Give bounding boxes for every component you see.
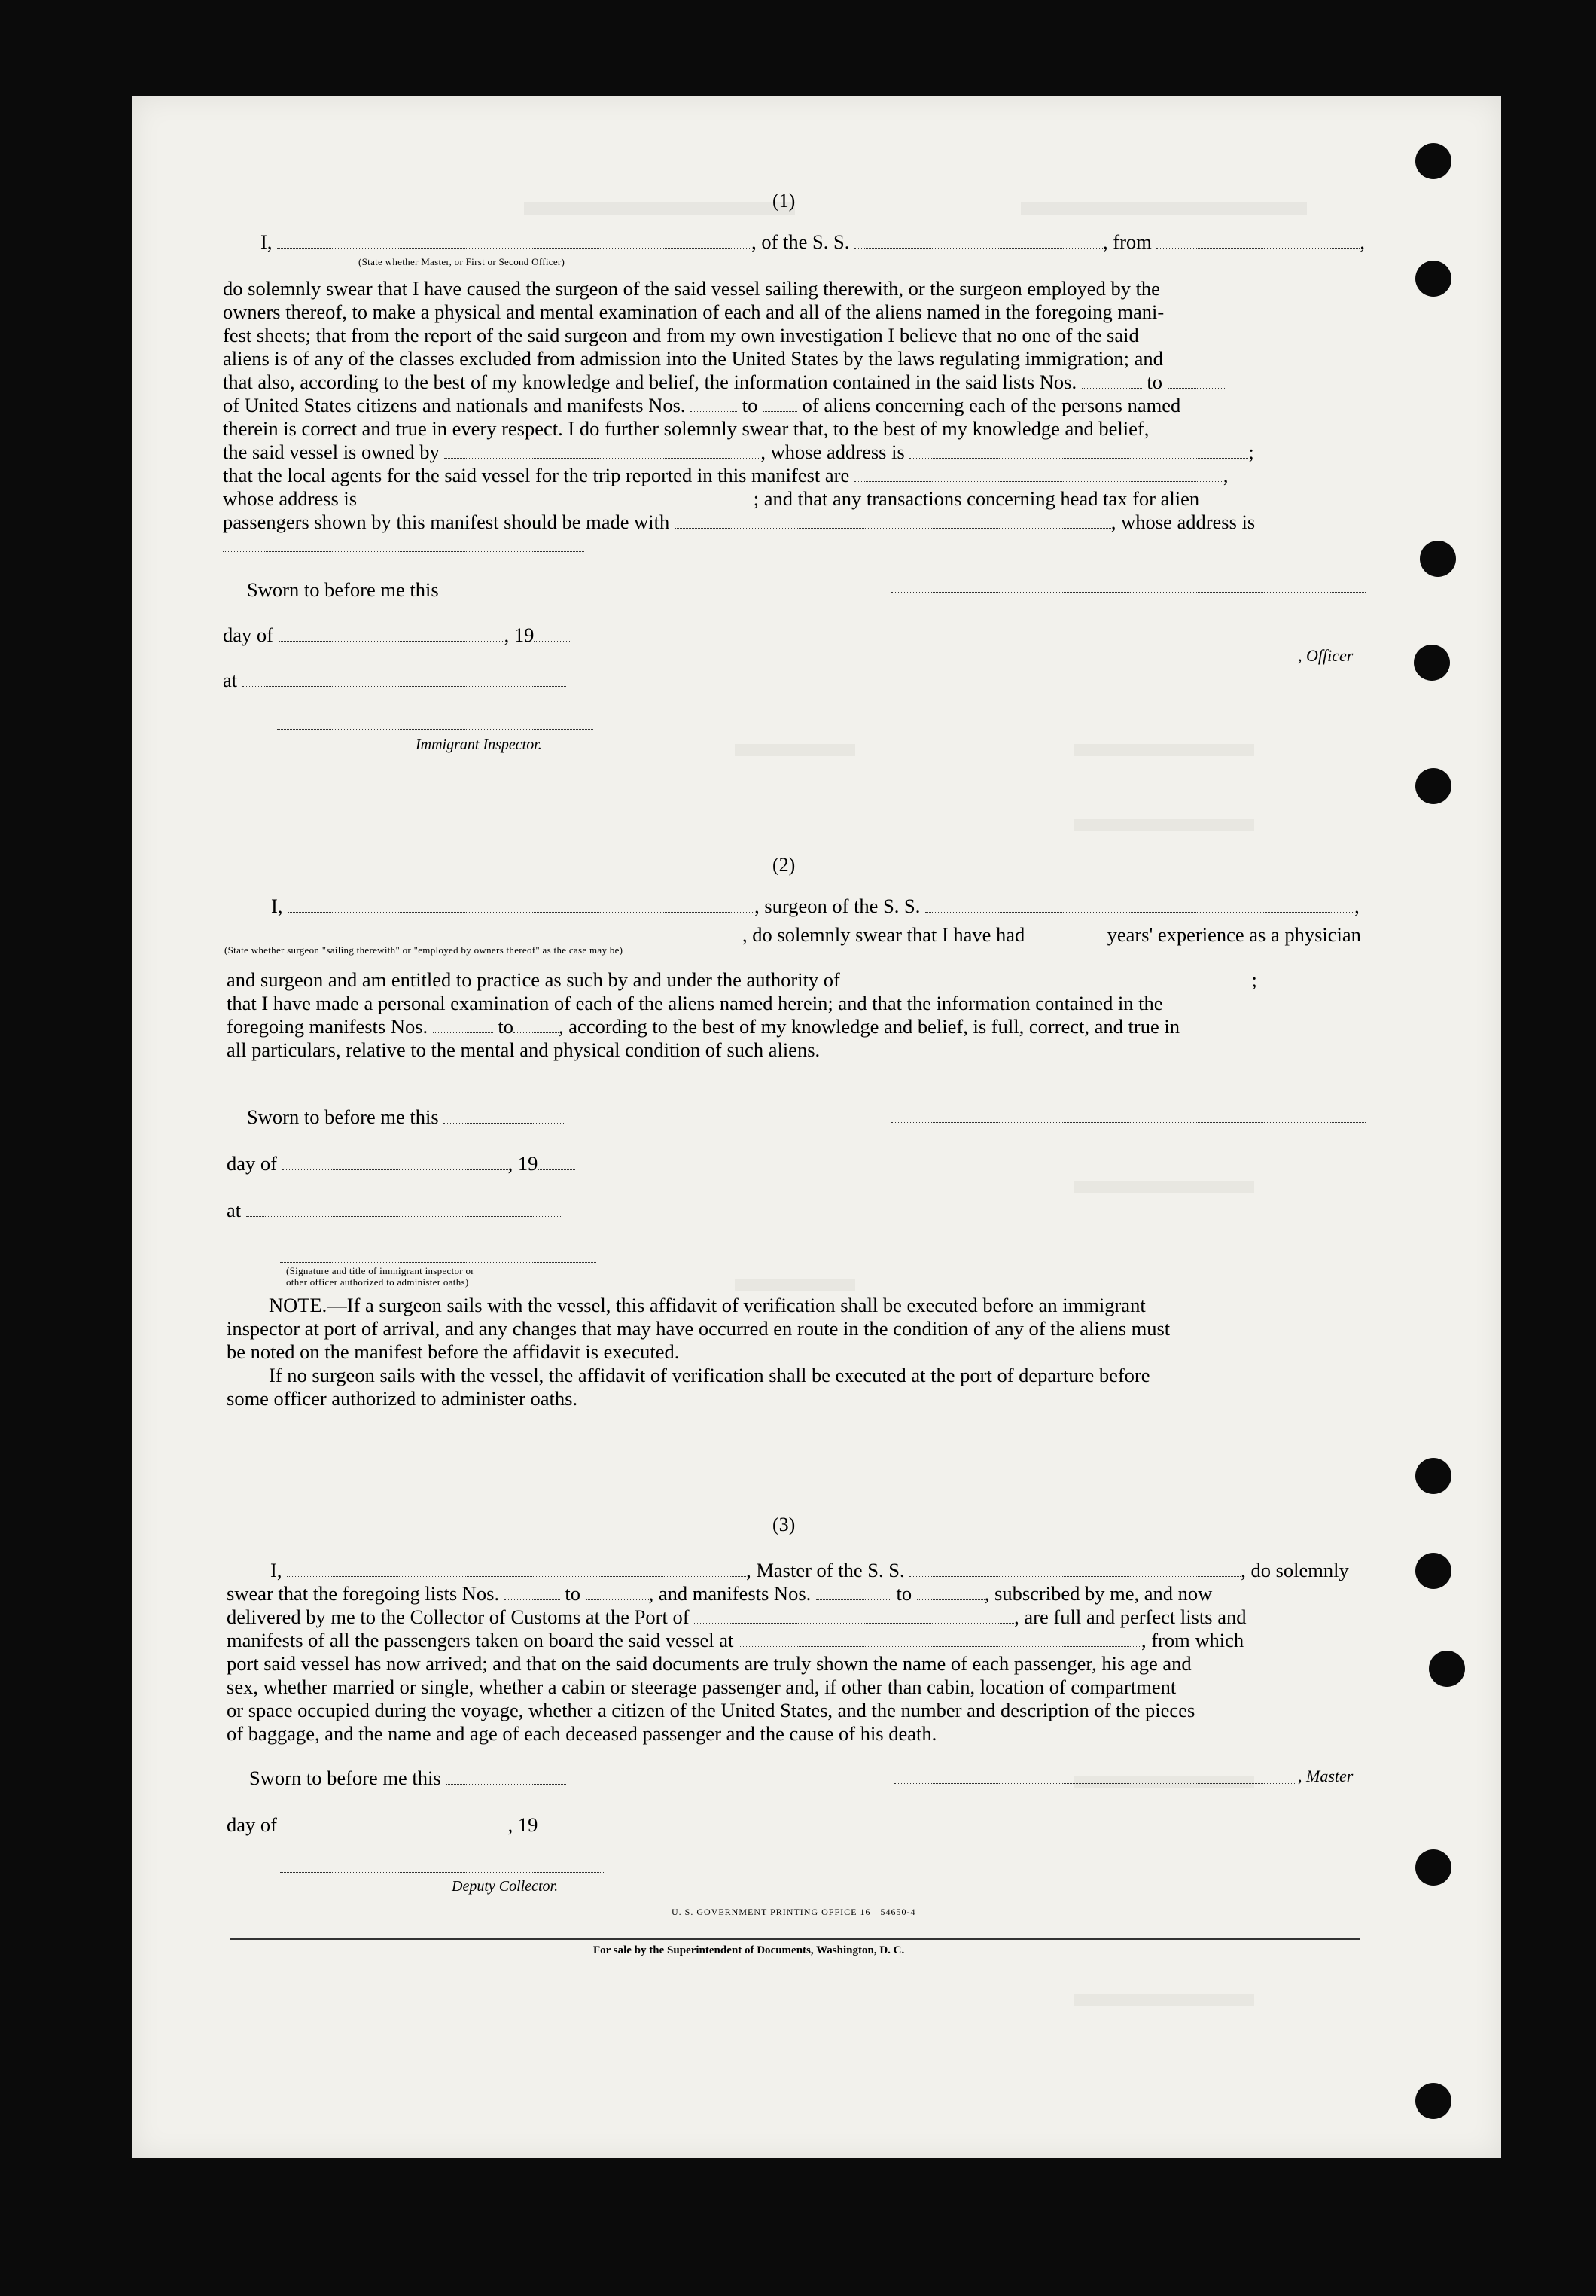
para-line: aliens is of any of the classes excluded from admission into the United States by the laws regulating immigration; and	[223, 347, 1163, 370]
para-line: that the local agents for the said vessel for the trip reported in this manifest are ,	[223, 464, 1229, 486]
s2-sworn-day-blank[interactable]	[443, 1109, 564, 1124]
bleed-through-mark	[735, 744, 855, 756]
signature-note-1: (Signature and title of immigrant inspector or	[286, 1265, 474, 1276]
section-2-line-1: I, , surgeon of the S. S. ,	[271, 895, 1360, 917]
punch-hole	[1415, 143, 1451, 179]
para-line: that also, according to the best of my knowledge and belief, the information contained in the said lists Nos. to	[223, 370, 1441, 394]
sale-notice: For sale by the Superintendent of Documents, Washington, D. C.	[593, 1944, 905, 1956]
s3-manifests-to-blank[interactable]	[917, 1586, 985, 1600]
s2-inspector-signature-line[interactable]	[280, 1262, 596, 1263]
para-line: that I have made a personal examination of each of the aliens named herein; and that the information contained in the	[227, 992, 1163, 1014]
para-line: of baggage, and the name and age of each deceased passenger and the cause of his death.	[227, 1722, 937, 1745]
gpo-imprint: U. S. GOVERNMENT PRINTING OFFICE 16—54650-4	[672, 1907, 916, 1917]
signature-note-2: other officer authorized to administer oaths)	[286, 1276, 469, 1288]
section-1-sworn: Sworn to before me this	[247, 578, 564, 602]
section-1-sig-line-upper[interactable]	[891, 592, 1366, 593]
inspector-signature-line[interactable]	[277, 729, 593, 730]
section-3-paragraph: I, , Master of the S. S. , do solemnly swear that the foregoing lists Nos. to , and manifests Nos. to , subscribed by me, and now delivered by me to the Collector of Customs at the Port of , are full and perfect lists and manifests of all the passengers taken on board the said vessel at , from which port said vessel has now arrived; and that on the said documents are truly shown the name of each passenger, his age and sex, whether married or single, whether a cabin or steerage passenger and, if other than cabin, location of compartment or space occupied during the voyage, whether a citizen of the United States, and the number and description of the pieces of baggage, and the name and age of each deceased passenger and the cause of his death.	[227, 1559, 1461, 1746]
master-name-blank[interactable]	[287, 1563, 746, 1577]
bleed-through-mark	[1074, 819, 1254, 831]
surgeon-name-blank[interactable]	[288, 898, 754, 913]
section-3-day-of: day of , 19	[227, 1813, 575, 1837]
para-line: the said vessel is owned by , whose address is ;	[223, 441, 1254, 463]
bleed-through-mark	[524, 202, 795, 215]
note-line: If no surgeon sails with the vessel, the affidavit of verification shall be executed at the port of departure before	[269, 1364, 1150, 1386]
bleed-through-mark	[1021, 202, 1307, 215]
officer-label: , Officer	[1298, 646, 1354, 665]
owner-address-blank[interactable]	[909, 444, 1248, 459]
authority-blank[interactable]	[845, 972, 1252, 986]
s2-sworn-month-blank[interactable]	[282, 1156, 508, 1170]
lists-to-blank[interactable]	[1168, 374, 1226, 389]
s3-manifests-from-blank[interactable]	[816, 1586, 891, 1600]
para-line: owners thereof, to make a physical and mental examination of each and all of the aliens named in the foregoing mani-	[223, 300, 1165, 323]
para-line	[223, 534, 1441, 557]
section-1-day-of: day of , 19	[223, 624, 571, 647]
para-line: therein is correct and true in every respect. I do further solemnly swear that, to the best of my knowledge and belief,	[223, 417, 1150, 440]
inspector-label: Immigrant Inspector.	[416, 736, 542, 753]
para-line: do solemnly swear that I have caused the surgeon of the said vessel sailing therewith, or the surgeon employed by the	[223, 277, 1160, 300]
master-label: , Master	[1298, 1767, 1354, 1785]
section-1-paragraph	[223, 277, 1441, 557]
punch-hole	[1414, 645, 1450, 681]
port-from-blank[interactable]	[1156, 234, 1360, 249]
agents-blank[interactable]	[854, 468, 1223, 482]
section-2-line-2: , do solemnly swear that I have had years' experience as a physician	[223, 923, 1361, 947]
section-2-number: (2)	[772, 854, 796, 876]
owner-blank[interactable]	[444, 444, 760, 459]
boarding-port-blank[interactable]	[739, 1633, 1141, 1647]
section-3-sworn: Sworn to before me this	[249, 1767, 566, 1790]
section-1-number: (1)	[772, 190, 796, 212]
s3-vessel-blank[interactable]	[909, 1563, 1241, 1577]
bleed-through-mark	[1074, 1181, 1254, 1193]
punch-hole	[1415, 768, 1451, 804]
note-paragraph	[227, 1294, 1461, 1410]
section-2-sworn: Sworn to before me this	[247, 1105, 564, 1129]
surgeon-manifests-to-blank[interactable]	[513, 1019, 559, 1033]
para-line: of United States citizens and nationals and manifests Nos. to of aliens concerning each of the persons named	[223, 394, 1181, 416]
bleed-through-mark	[1074, 1994, 1254, 2006]
note-line: inspector at port of arrival, and any changes that may have occurred en route in the condition of any of the aliens must	[227, 1317, 1171, 1340]
note-line: NOTE.—If a surgeon sails with the vessel, this affidavit of verification shall be executed before an immigrant	[269, 1294, 1146, 1316]
note-line: be noted on the manifest before the affidavit is executed.	[227, 1340, 680, 1363]
s3-sworn-year-blank[interactable]	[538, 1817, 575, 1831]
sworn-year-blank[interactable]	[534, 627, 571, 642]
head-tax-address-blank[interactable]	[223, 538, 584, 552]
surgeon-type-blank[interactable]	[223, 927, 742, 941]
surgeon-manifests-from-blank[interactable]	[433, 1019, 493, 1033]
punch-hole	[1420, 541, 1456, 577]
vessel-name-blank[interactable]	[854, 234, 1103, 249]
para-line: whose address is ; and that any transactions concerning head tax for alien	[223, 487, 1200, 510]
section-1-i: I,	[260, 230, 273, 253]
surgeon-note: (State whether surgeon "sailing therewith" or "employed by owners thereof" as the case may be)	[224, 944, 623, 956]
sworn-place-blank[interactable]	[242, 672, 566, 687]
para-line: or space occupied during the voyage, whether a citizen of the United States, and the number and description of the pieces	[227, 1699, 1195, 1721]
manifests-to-blank[interactable]	[763, 398, 797, 412]
section-2-day-of: day of , 19	[227, 1152, 575, 1175]
customs-port-blank[interactable]	[694, 1609, 1014, 1624]
section-1-at: at	[223, 669, 566, 692]
officer-note: (State whether Master, or First or Second Officer)	[358, 256, 565, 267]
section-2-at: at	[227, 1199, 562, 1222]
s2-sworn-place-blank[interactable]	[246, 1203, 562, 1217]
s3-sworn-day-blank[interactable]	[446, 1770, 566, 1785]
section-2-paragraph: and surgeon and am entitled to practice as such by and under the authority of ; that I have made a personal examination of each of the aliens named herein; and that the information contained in the foregoing manifests Nos. to , according to the best of my knowledge and belief, is full, correct, and true in all particulars, relative to the mental and physical condition of such aliens.	[227, 968, 1446, 1062]
punch-hole	[1415, 261, 1451, 297]
s3-sworn-month-blank[interactable]	[282, 1817, 508, 1831]
punch-hole	[1415, 1553, 1451, 1589]
bleed-through-mark	[735, 1279, 855, 1291]
document-page	[132, 96, 1501, 2158]
punch-hole	[1429, 1651, 1465, 1687]
section-1-of-ss: , of the S. S.	[751, 230, 850, 253]
punch-hole	[1415, 1849, 1451, 1886]
s3-lists-from-blank[interactable]	[504, 1586, 560, 1600]
punch-hole	[1415, 1458, 1451, 1494]
bleed-through-mark	[1074, 744, 1254, 756]
para-line: sex, whether married or single, whether a cabin or steerage passenger and, if other than cabin, location of compartment	[227, 1676, 1177, 1698]
head-tax-party-blank[interactable]	[675, 514, 1111, 529]
para-line: passengers shown by this manifest should be made with , whose address is	[223, 511, 1256, 533]
note-line: some officer authorized to administer oaths.	[227, 1387, 578, 1410]
s2-sworn-year-blank[interactable]	[538, 1156, 575, 1170]
years-experience-blank[interactable]	[1030, 927, 1102, 941]
para-line: port said vessel has now arrived; and that on the said documents are truly shown the name of each passenger, his age and	[227, 1652, 1192, 1675]
manifests-from-blank[interactable]	[690, 398, 737, 412]
surgeon-signature-line[interactable]	[891, 1122, 1366, 1123]
collector-label: Deputy Collector.	[452, 1878, 559, 1895]
lists-from-blank[interactable]	[1082, 374, 1142, 389]
collector-signature-line[interactable]	[280, 1872, 604, 1873]
sworn-month-blank[interactable]	[279, 627, 504, 642]
master-signature-line[interactable]	[894, 1783, 1295, 1784]
para-line: fest sheets; that from the report of the said surgeon and from my own investigation I believe that no one of the said	[223, 324, 1139, 346]
surgeon-vessel-blank[interactable]	[925, 898, 1354, 913]
sworn-day-blank[interactable]	[443, 582, 564, 596]
bleed-through-mark	[1074, 1776, 1254, 1788]
section-3-number: (3)	[772, 1514, 796, 1535]
officer-name-blank[interactable]	[277, 234, 751, 249]
footer-rule	[230, 1938, 1360, 1940]
punch-hole	[1415, 2083, 1451, 2119]
para-line: all particulars, relative to the mental and physical condition of such aliens.	[227, 1038, 821, 1061]
section-1-line-1: I, , of the S. S. , from ,	[260, 230, 1366, 253]
s3-lists-to-blank[interactable]	[586, 1586, 649, 1600]
section-1-from: , from	[1103, 230, 1152, 253]
agents-address-blank[interactable]	[362, 491, 754, 505]
